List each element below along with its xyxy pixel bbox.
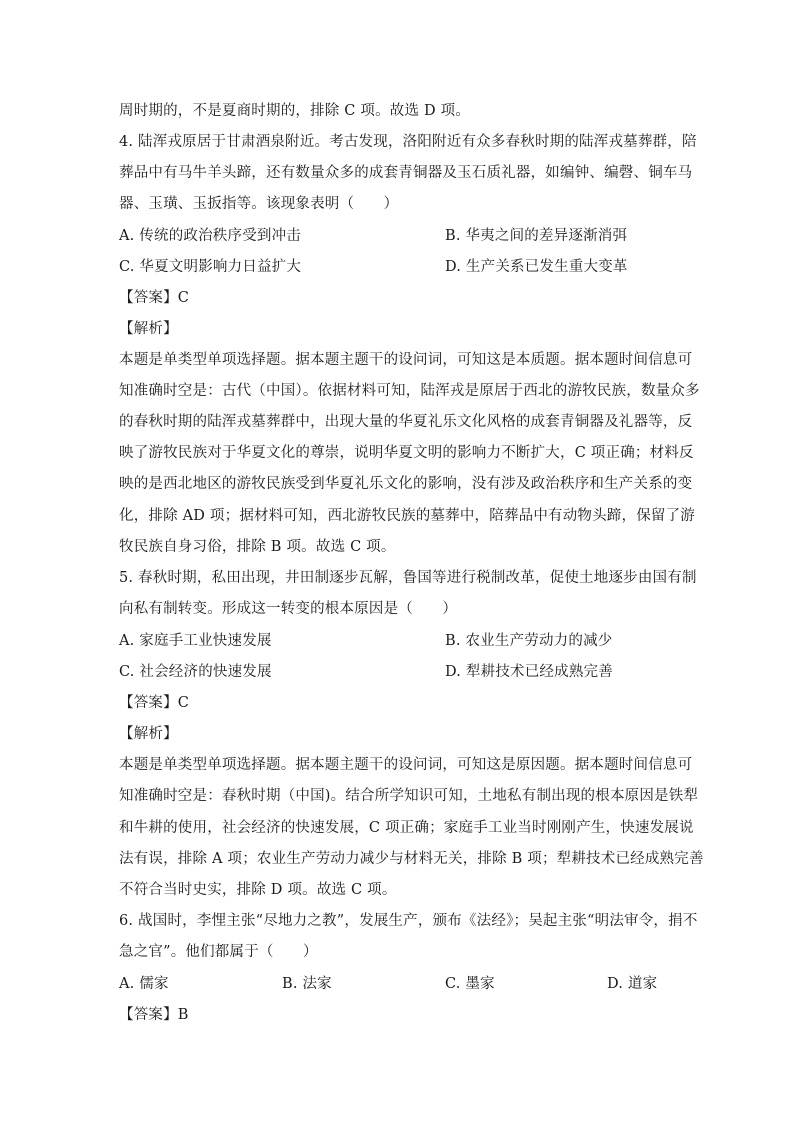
q5-option-b: B. 农业生产劳动力的减少 [445,633,613,649]
q5-answer: 【答案】C [119,695,190,711]
q4-option-b: B. 华夷之间的差异逐渐消弭 [445,228,628,244]
q5-option-a: A. 家庭手工业快速发展 [119,633,272,649]
q5-stem-line-1: 5. 春秋时期，私田出现，井田制逐步瓦解，鲁国等进行税制改革，促使土地逐步由国有制 [119,570,697,586]
q5-analysis-label: 【解析】 [119,726,178,742]
q5-option-c: C. 社会经济的快速发展 [119,664,272,680]
q4-analysis-line-2: 知准确时空是：古代（中国）。依据材料可知，陆浑戎是原居于西北的游牧民族，数量众多 [119,383,700,399]
q6-stem-line-1: 6. 战国时，李悝主张“尽地力之教”，发展生产，颁布《法经》；吴起主张“明法审令，捐不 [119,913,698,929]
q4-analysis-line-3: 的春秋时期的陆浑戎墓葬群中，出现大量的华夏礼乐文化风格的成套青铜器及礼器等，反 [119,414,693,430]
q4-stem-line-3: 器、玉璜、玉扳指等。该现象表明（ ） [119,196,399,212]
q6-option-c: C. 墨家 [445,976,495,992]
q4-option-c: C. 华夏文明影响力日益扩大 [119,259,302,275]
q5-analysis-line-2: 知准确时空是：春秋时期（中国)。结合所学知识可知，土地私有制出现的根本原因是铁犁 [119,788,699,804]
q5-option-d: D. 犁耕技术已经成熟完善 [445,664,613,680]
q6-option-b: B. 法家 [282,976,332,992]
q4-option-a: A. 传统的政治秩序受到冲击 [119,228,301,244]
previous-analysis-fragment: 周时期的，不是夏商时期的，排除 C 项。故选 D 项。 [119,103,471,119]
q6-option-a: A. 儒家 [119,976,169,992]
q6-stem-line-2: 急之官”。他们都属于（ ） [119,944,318,960]
q4-answer: 【答案】C [119,290,190,306]
q5-stem-line-2: 向私有制转变。形成这一转变的根本原因是（ ） [119,601,458,617]
q4-analysis-line-7: 牧民族自身习俗，排除 B 项。故选 C 项。 [119,539,396,555]
q5-analysis-line-5: 不符合当时史实，排除 D 项。故选 C 项。 [119,882,397,898]
q6-option-d: D. 道家 [607,976,658,992]
q4-stem-line-1: 4. 陆浑戎原居于甘肃酒泉附近。考古发现，洛阳附近有众多春秋时期的陆浑戎墓葬群，陪 [119,134,697,150]
q4-analysis-line-4: 映了游牧民族对于华夏文化的尊崇，说明华夏文明的影响力不断扩大，C 项正确；材料反 [119,445,694,461]
q4-analysis-line-1: 本题是单类型单项选择题。据本题主题干的设问词，可知这是本质题。据本题时间信息可 [119,352,693,368]
q5-analysis-line-4: 法有误，排除 A 项；农业生产劳动力减少与材料无关，排除 B 项；犁耕技术已经成熟完善 [119,851,704,867]
q5-analysis-line-3: 和牛耕的使用，社会经济的快速发展，C 项正确；家庭手工业当时刚刚产生，快速发展说 [119,820,694,836]
q4-analysis-line-5: 映的是西北地区的游牧民族受到华夏礼乐文化的影响，没有涉及政治秩序和生产关系的变 [119,476,693,492]
q4-analysis-line-6: 化，排除 AD 项；据材料可知，西北游牧民族的墓葬中，陪葬品中有动物头蹄，保留了游 [119,508,696,524]
q6-answer: 【答案】B [119,1007,189,1023]
q4-analysis-label: 【解析】 [119,321,178,337]
q4-stem-line-2: 葬品中有马牛羊头蹄，还有数量众多的成套青铜器及玉石质礼器，如编钟、编磬、铜车马 [119,165,693,181]
q4-option-d: D. 生产关系已发生重大变革 [445,259,628,275]
q5-analysis-line-1: 本题是单类型单项选择题。据本题主题干的设问词，可知这是原因题。据本题时间信息可 [119,757,693,773]
